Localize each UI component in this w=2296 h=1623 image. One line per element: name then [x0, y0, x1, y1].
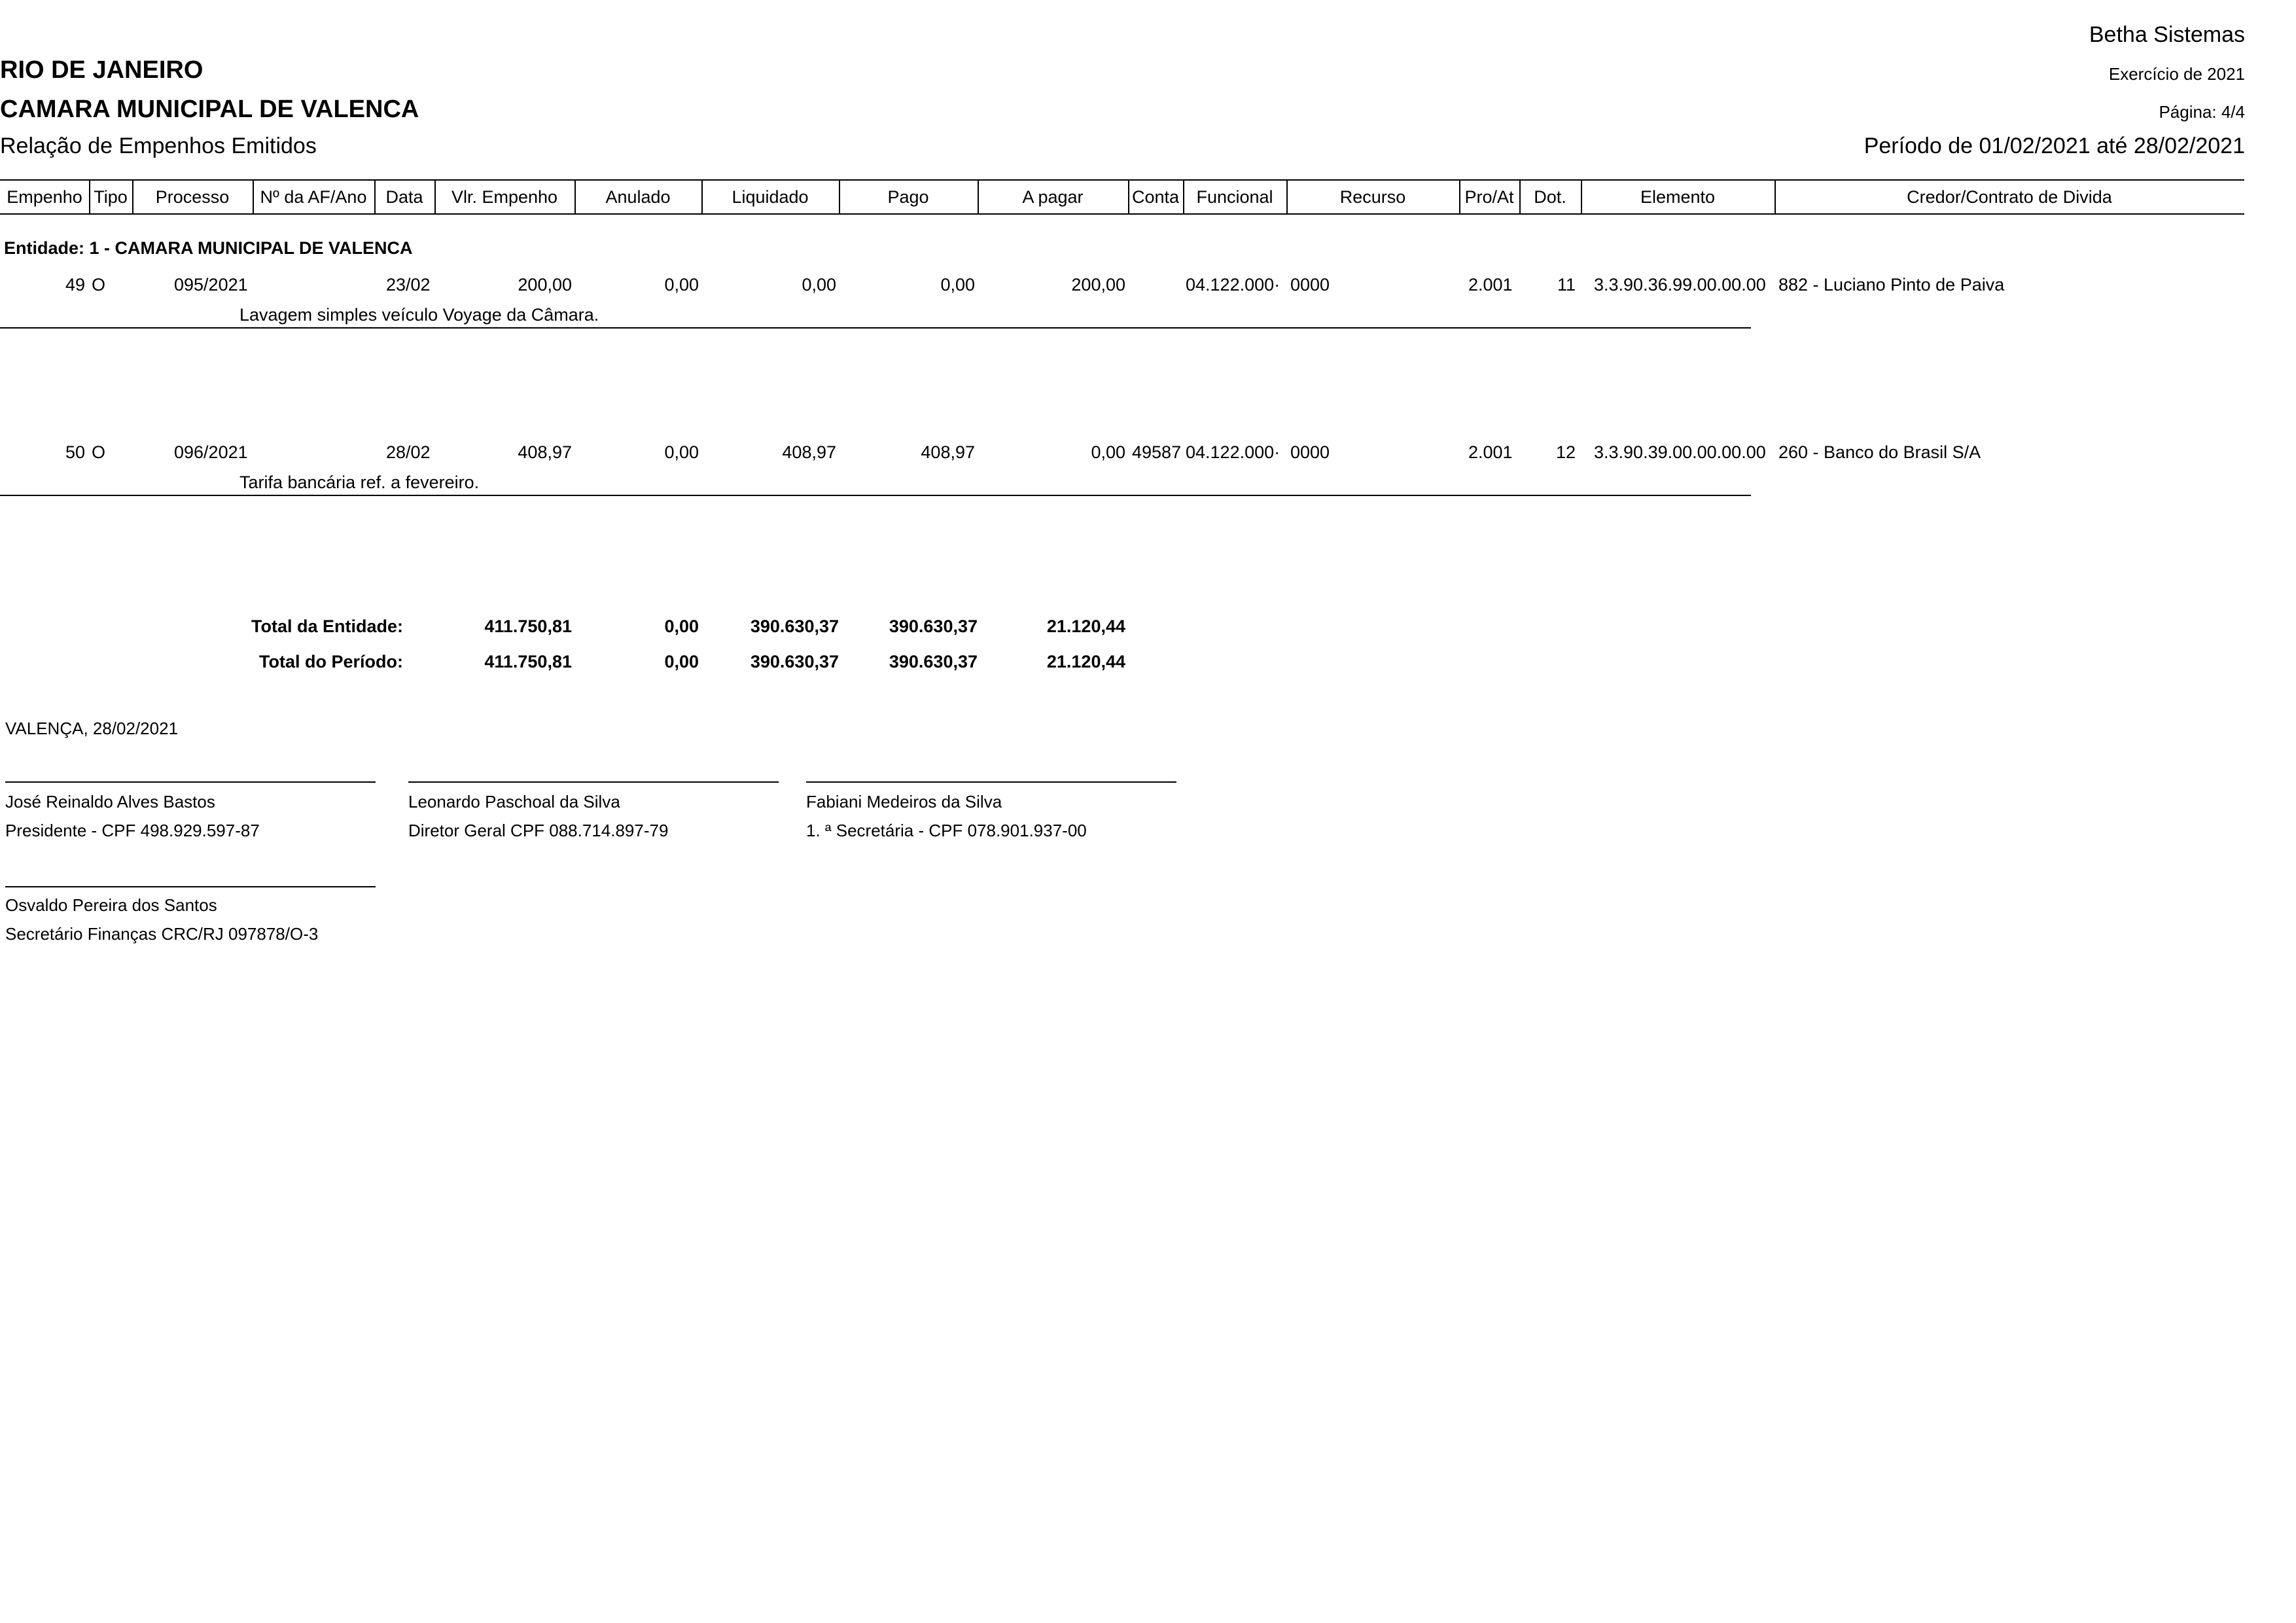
col-a-pagar: A pagar	[1022, 187, 1084, 207]
cell-recurso: 0000	[1290, 275, 1330, 294]
cell-empenho: 49	[65, 275, 85, 294]
cell-anulado: 0,00	[664, 442, 699, 462]
state-title: RIO DE JANEIRO	[0, 56, 203, 84]
cell-credor: 260 - Banco do Brasil S/A	[1778, 442, 1981, 462]
page-number: Página: 4/4	[2159, 102, 2245, 122]
col-pro-at: Pro/At	[1464, 187, 1514, 207]
signature-line	[408, 781, 779, 783]
company-name: Betha Sistemas	[2089, 22, 2245, 47]
signature-name: Osvaldo Pereira dos Santos	[5, 895, 217, 915]
signature-line	[5, 781, 376, 783]
col-separator	[434, 179, 436, 213]
signature-line	[5, 886, 376, 887]
col-separator	[1581, 179, 1582, 213]
totals-entity-anulado: 0,00	[664, 616, 699, 636]
totals-entity-a-pagar: 21.120,44	[1046, 616, 1125, 636]
col-tipo: Tipo	[94, 187, 128, 207]
cell-empenho: 50	[65, 442, 85, 462]
cell-dot: 12	[1555, 442, 1576, 462]
col-separator	[1519, 179, 1521, 213]
cell-vlr-empenho: 200,00	[518, 275, 572, 294]
col-separator	[839, 179, 840, 213]
totals-period-label: Total do Período:	[259, 652, 403, 671]
totals-period-anulado: 0,00	[664, 652, 699, 671]
col-funcional: Funcional	[1196, 187, 1273, 207]
entity-label: Entidade: 1 - CAMARA MUNICIPAL DE VALENCA	[4, 238, 413, 258]
totals-period-liquidado: 390.630,37	[750, 652, 839, 671]
col-separator	[1775, 179, 1776, 213]
col-separator	[253, 179, 254, 213]
cell-funcional: 04.122.000·	[1186, 275, 1280, 294]
cell-credor: 882 - Luciano Pinto de Paiva	[1778, 275, 2005, 294]
cell-recurso: 0000	[1290, 442, 1330, 462]
col-conta: Conta	[1131, 187, 1180, 207]
row-separator	[0, 327, 1751, 329]
cell-processo: 096/2021	[174, 442, 248, 462]
col-vlr-empenho: Vlr. Empenho	[451, 187, 558, 207]
cell-pago: 408,97	[921, 442, 975, 462]
cell-processo: 095/2021	[174, 275, 248, 294]
cell-data: 28/02	[386, 442, 431, 462]
totals-period-vlr-empenho: 411.750,81	[484, 652, 572, 671]
col-separator	[132, 179, 133, 213]
totals-entity-liquidado: 390.630,37	[750, 616, 839, 636]
cell-elemento: 3.3.90.36.99.00.00.00	[1594, 275, 1766, 294]
cell-elemento: 3.3.90.39.00.00.00.00	[1594, 442, 1766, 462]
period-label: Período de 01/02/2021 até 28/02/2021	[1863, 134, 2245, 158]
table-header-bottom-rule	[0, 213, 2244, 215]
cell-a-pagar: 0,00	[1091, 442, 1125, 462]
cell-tipo: O	[92, 275, 106, 294]
col-processo: Processo	[155, 187, 230, 207]
entity-title: CAMARA MUNICIPAL DE VALENCA	[0, 96, 419, 123]
cell-description: Tarifa bancária ref. a fevereiro.	[239, 473, 480, 492]
col-separator	[374, 179, 376, 213]
place-date: VALENÇA, 28/02/2021	[5, 719, 179, 738]
cell-a-pagar: 200,00	[1071, 275, 1125, 294]
col-separator	[978, 179, 979, 213]
cell-liquidado: 408,97	[782, 442, 836, 462]
signature-role: Presidente - CPF 498.929.597-87	[5, 821, 260, 840]
totals-entity-pago: 390.630,37	[889, 616, 978, 636]
cell-pro-at: 2.001	[1468, 442, 1513, 462]
col-credor: Credor/Contrato de Divida	[1907, 187, 2112, 207]
cell-description: Lavagem simples veículo Voyage da Câmara.	[239, 305, 599, 325]
cell-pro-at: 2.001	[1468, 275, 1513, 294]
col-empenho: Empenho	[7, 187, 82, 207]
exercise-label: Exercício de 2021	[2108, 64, 2245, 84]
totals-entity-label: Total da Entidade:	[251, 616, 403, 636]
report-title: Relação de Empenhos Emitidos	[0, 134, 317, 158]
signature-role: 1. ª Secretária - CPF 078.901.937-00	[806, 821, 1087, 840]
cell-vlr-empenho: 408,97	[518, 442, 572, 462]
signature-name: José Reinaldo Alves Bastos	[5, 792, 215, 812]
totals-entity-vlr-empenho: 411.750,81	[484, 616, 572, 636]
col-anulado: Anulado	[605, 187, 671, 207]
cell-funcional: 04.122.000·	[1186, 442, 1280, 462]
col-separator	[1286, 179, 1288, 213]
col-separator	[89, 179, 90, 213]
signature-name: Fabiani Medeiros da Silva	[806, 792, 1002, 812]
col-separator	[574, 179, 576, 213]
cell-pago: 0,00	[940, 275, 975, 294]
col-dot: Dot.	[1534, 187, 1566, 207]
col-data: Data	[385, 187, 423, 207]
col-recurso: Recurso	[1339, 187, 1406, 207]
col-af-ano: Nº da AF/Ano	[260, 187, 367, 207]
totals-period-pago: 390.630,37	[889, 652, 978, 671]
cell-tipo: O	[92, 442, 106, 462]
col-liquidado: Liquidado	[732, 187, 809, 207]
col-separator	[1183, 179, 1184, 213]
cell-liquidado: 0,00	[802, 275, 836, 294]
cell-data: 23/02	[386, 275, 431, 294]
cell-dot: 11	[1557, 275, 1576, 294]
signature-name: Leonardo Paschoal da Silva	[408, 792, 620, 812]
col-separator	[1128, 179, 1129, 213]
col-pago: Pago	[887, 187, 929, 207]
col-elemento: Elemento	[1640, 187, 1716, 207]
signature-role: Secretário Finanças CRC/RJ 097878/O-3	[5, 924, 319, 944]
signature-role: Diretor Geral CPF 088.714.897-79	[408, 821, 669, 840]
table-header-top-rule	[0, 179, 2244, 181]
col-separator	[1459, 179, 1460, 213]
row-separator	[0, 495, 1751, 496]
cell-anulado: 0,00	[664, 275, 699, 294]
col-separator	[701, 179, 703, 213]
cell-conta: 49587	[1132, 442, 1182, 462]
totals-period-a-pagar: 21.120,44	[1046, 652, 1125, 671]
signature-line	[806, 781, 1176, 783]
